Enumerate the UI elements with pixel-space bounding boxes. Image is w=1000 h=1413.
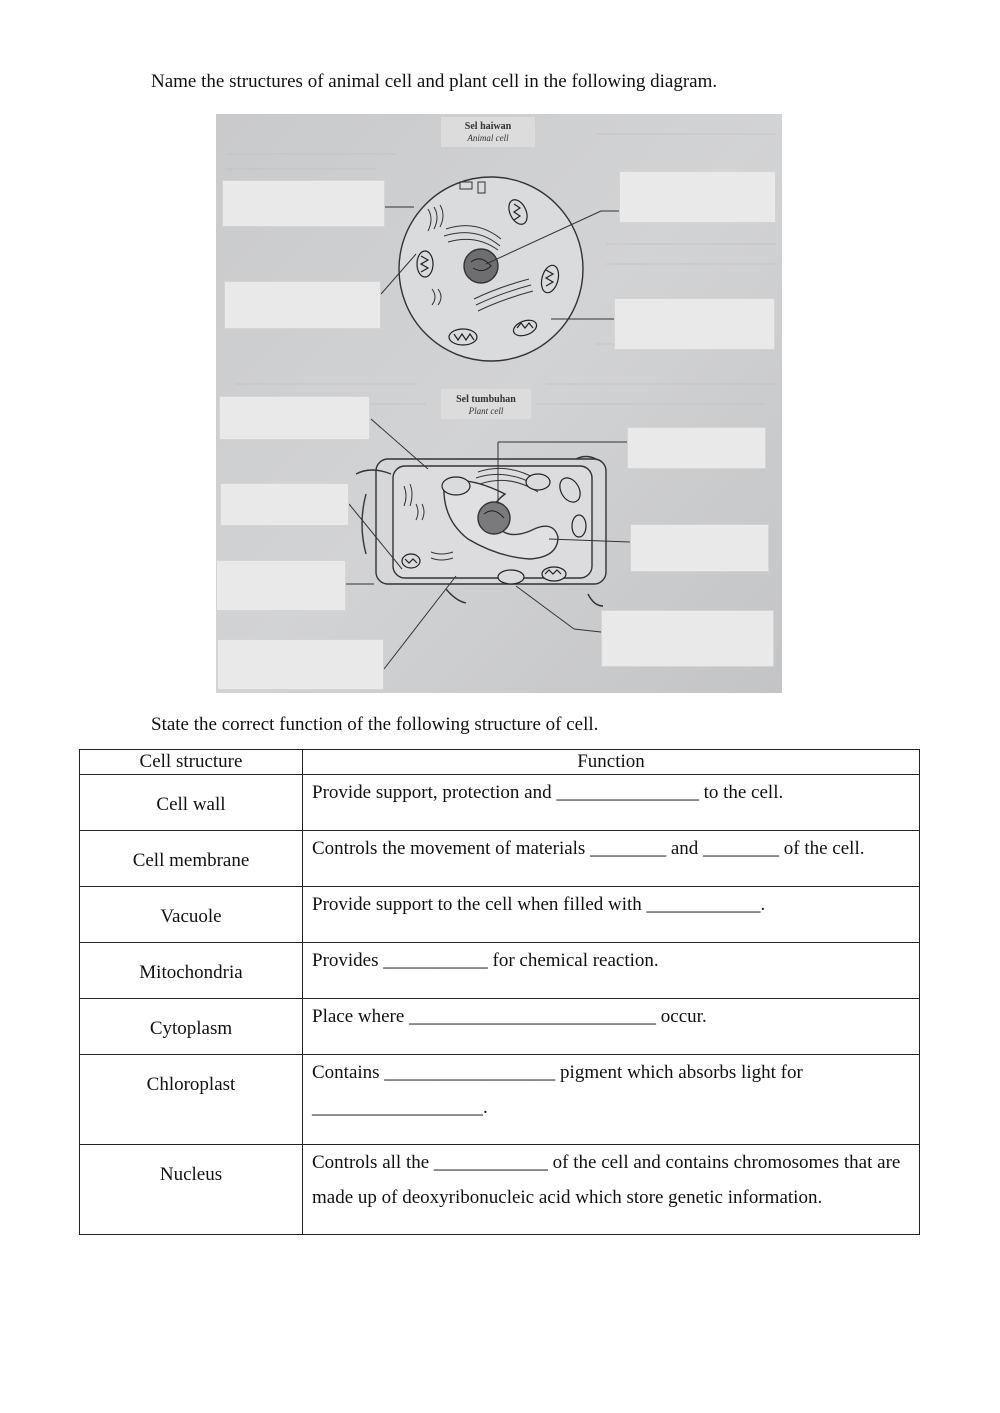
- header-cell-function: Function: [303, 750, 920, 775]
- function-cell[interactable]: Controls the movement of materials ________ and ________ of the cell.: [303, 831, 920, 887]
- table-row: [80, 887, 920, 943]
- structure-cell: [80, 831, 303, 887]
- table-row: [80, 831, 920, 887]
- function-cell[interactable]: Controls all the ____________ of the cell and contains chromosomes that are made up of deoxyribonucleic acid which store genetic information.: [303, 1145, 920, 1235]
- plant-label-box-2[interactable]: [220, 483, 349, 526]
- animal-label-box-3[interactable]: [619, 171, 776, 223]
- plant-cell-subtitle: Plant cell: [468, 406, 504, 416]
- structure-cell: [80, 943, 303, 999]
- animal-label-box-2[interactable]: [224, 281, 381, 329]
- structure-name: Cell wall: [156, 794, 226, 815]
- table-row: [80, 1055, 920, 1145]
- structure-cell: [80, 1055, 303, 1145]
- structure-name: Cell membrane: [132, 850, 250, 871]
- function-cell[interactable]: Provides ___________ for chemical reaction.: [303, 943, 920, 999]
- structure-name: Chloroplast: [146, 1074, 236, 1095]
- function-cell[interactable]: Provide support to the cell when filled with ____________.: [303, 887, 920, 943]
- plant-label-box-3[interactable]: [216, 560, 346, 611]
- animal-cell-subtitle: Animal cell: [467, 133, 509, 143]
- function-cell[interactable]: Place where __________________________ occur.: [303, 999, 920, 1055]
- animal-cell-title: Sel haiwan: [464, 121, 512, 132]
- plant-label-box-1[interactable]: [219, 396, 370, 440]
- plant-label-box-7[interactable]: [601, 610, 774, 667]
- structure-cell: [80, 887, 303, 943]
- question-1-heading: Name the structures of animal cell and plant cell in the following diagram.: [151, 71, 718, 92]
- table-row: [80, 999, 920, 1055]
- structure-cell: [80, 1145, 303, 1235]
- structure-name: Vacuole: [160, 906, 222, 927]
- table-row: [80, 1145, 920, 1235]
- table-row: [80, 943, 920, 999]
- plant-label-box-4[interactable]: [217, 639, 384, 690]
- animal-label-box-1[interactable]: [222, 180, 385, 227]
- header-cell-structure: Cell structure: [80, 750, 303, 775]
- structure-name: Cytoplasm: [149, 1018, 233, 1039]
- question-2-heading: State the correct function of the following structure of cell.: [151, 714, 599, 735]
- structure-cell: [80, 999, 303, 1055]
- function-cell[interactable]: Contains __________________ pigment which absorbs light for __________________.: [303, 1055, 920, 1145]
- structure-name: Nucleus: [159, 1164, 223, 1185]
- plant-label-box-5[interactable]: [627, 427, 766, 469]
- function-cell[interactable]: Provide support, protection and _______________ to the cell.: [303, 775, 920, 831]
- plant-cell-title: Sel tumbuhan: [456, 394, 516, 405]
- function-table: [79, 749, 920, 1235]
- table-header-row: [80, 750, 920, 775]
- animal-label-box-4[interactable]: [614, 298, 775, 350]
- table-row: [80, 775, 920, 831]
- structure-name: Mitochondria: [139, 962, 243, 983]
- structure-cell: [80, 775, 303, 831]
- plant-label-box-6[interactable]: [630, 524, 769, 572]
